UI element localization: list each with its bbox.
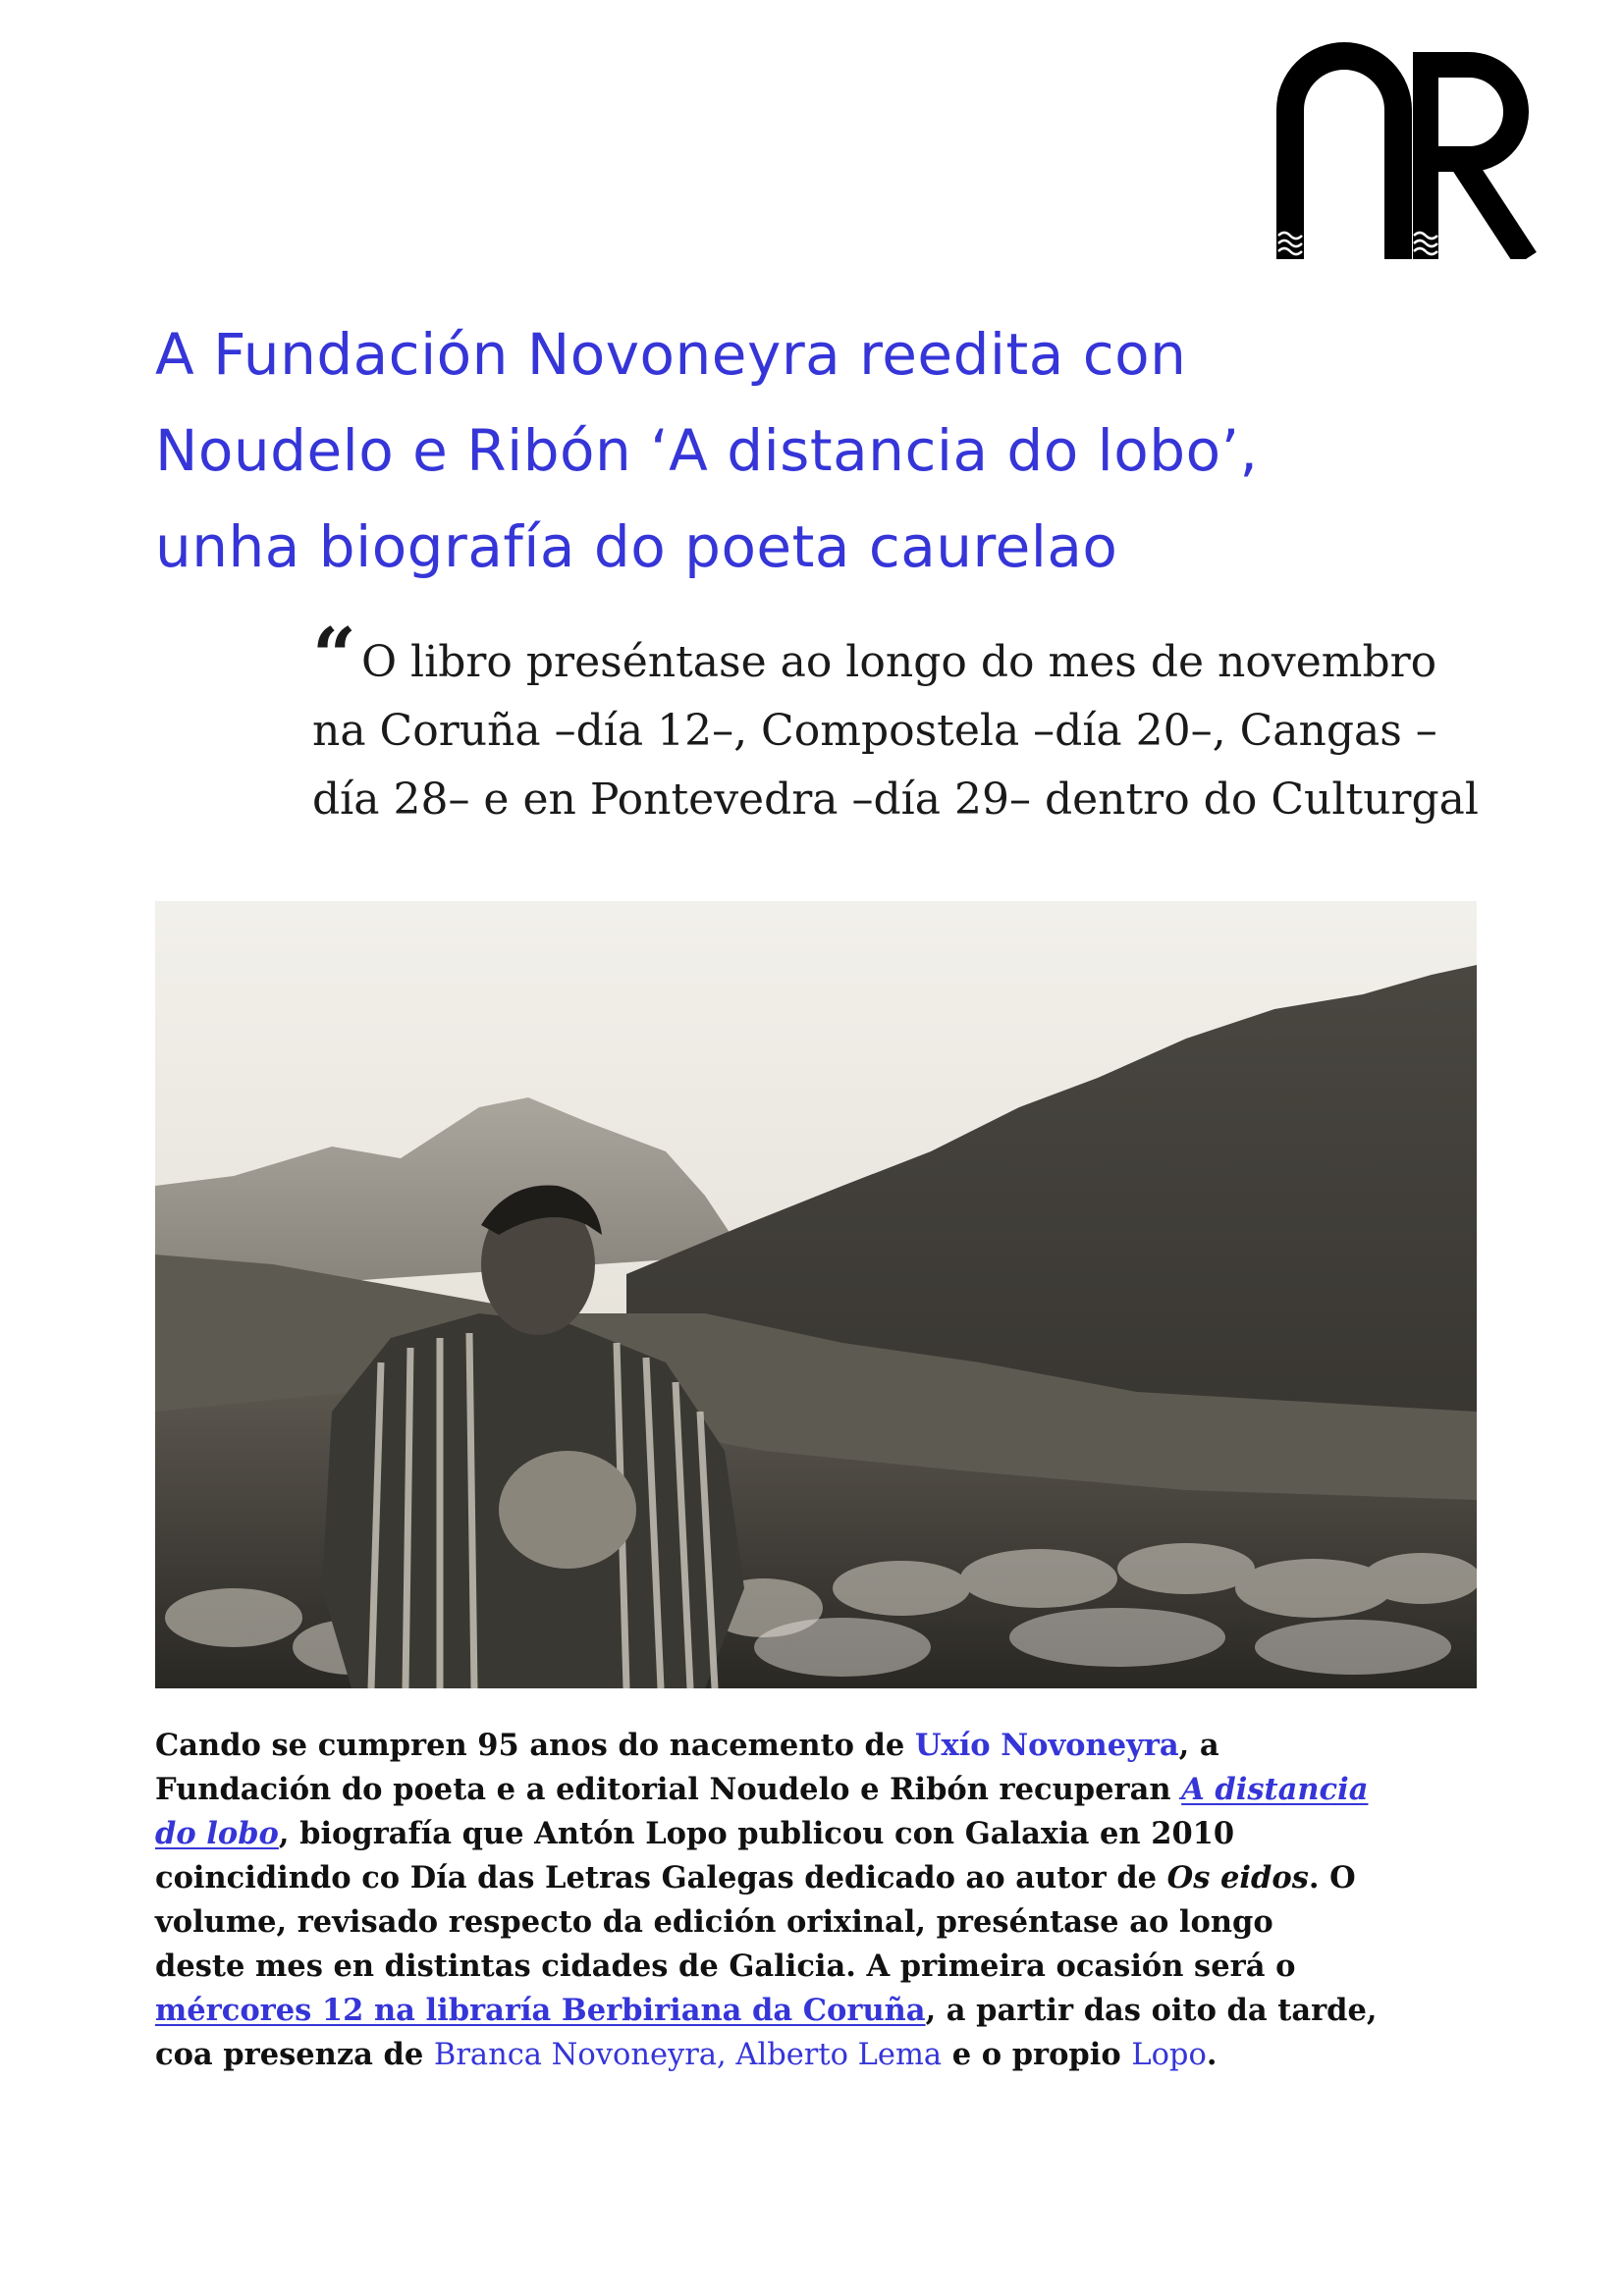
body-line (155, 1724, 1490, 1768)
photo-poet-in-mountains (155, 901, 1477, 1688)
body-line (155, 2033, 1490, 2077)
body-text-segment: , (717, 2038, 736, 2072)
body-text-segment: Cando se cumpren 95 anos do nacemento de (155, 1728, 915, 1763)
body-text-segment: coa presenza de (155, 2037, 434, 2072)
link-uxio-novoneyra[interactable]: Uxío Novoneyra (914, 1728, 1179, 1763)
body-text-segment: , a (1178, 1728, 1219, 1763)
link-branca-novoneyra[interactable]: Branca Novoneyra (433, 2038, 718, 2072)
body-line (155, 1856, 1490, 1900)
nr-logo (1267, 41, 1542, 259)
headline (155, 306, 1432, 595)
link-alberto-lema[interactable]: Alberto Lema (735, 2038, 943, 2072)
body-text-segment: , biografía que Antón Lopo publicou con Galaxia en 2010 (278, 1816, 1235, 1851)
body-line: volume, revisado respecto da edición orixinal, preséntase ao longo (155, 1904, 1273, 1940)
book-title-os-eidos: Os eidos (1166, 1860, 1309, 1896)
headline-line: Noudelo e Ribón ‘A distancia do lobo’, (155, 417, 1259, 484)
pull-quote-line: na Coruña –día 12–, Compostela –día 20–, Cangas – (312, 706, 1437, 756)
body-text-segment: coincidindo co Día das Letras Galegas dedicado ao autor de (155, 1860, 1167, 1896)
pull-quote-line: día 28– e en Pontevedra –día 29– dentro do Culturgal (312, 774, 1479, 825)
body-paragraph (155, 1724, 1490, 2077)
pull-quote (312, 612, 1490, 834)
link-berbiriana-event[interactable]: mércores 12 na libraría Berbiriana da Coruña (155, 1993, 926, 2028)
pull-quote-line: O libro preséntase ao longo do mes de novembro (361, 637, 1437, 687)
body-text-segment: , a partir das oito da tarde, (925, 1993, 1378, 2028)
body-line (155, 1989, 1490, 2033)
link-lopo[interactable]: Lopo (1131, 2038, 1207, 2072)
quote-mark: “ (312, 612, 356, 701)
body-line (155, 1812, 1490, 1856)
link-book-title-cont[interactable]: do lobo (155, 1816, 279, 1851)
body-line (155, 1768, 1490, 1812)
body-text-segment: . O (1308, 1860, 1356, 1896)
headline-line: A Fundación Novoneyra reedita con (155, 321, 1187, 388)
link-book-title[interactable]: A distancia (1181, 1772, 1369, 1807)
body-line: deste mes en distintas cidades de Galicia. A primeira ocasión será o (155, 1949, 1296, 1984)
body-text-segment: e o propio (942, 2037, 1132, 2072)
body-text-segment: . (1206, 2037, 1218, 2072)
body-text-segment: Fundación do poeta e a editorial Noudelo e Ribón recuperan (155, 1772, 1182, 1807)
headline-line: unha biografía do poeta caurelao (155, 513, 1118, 580)
